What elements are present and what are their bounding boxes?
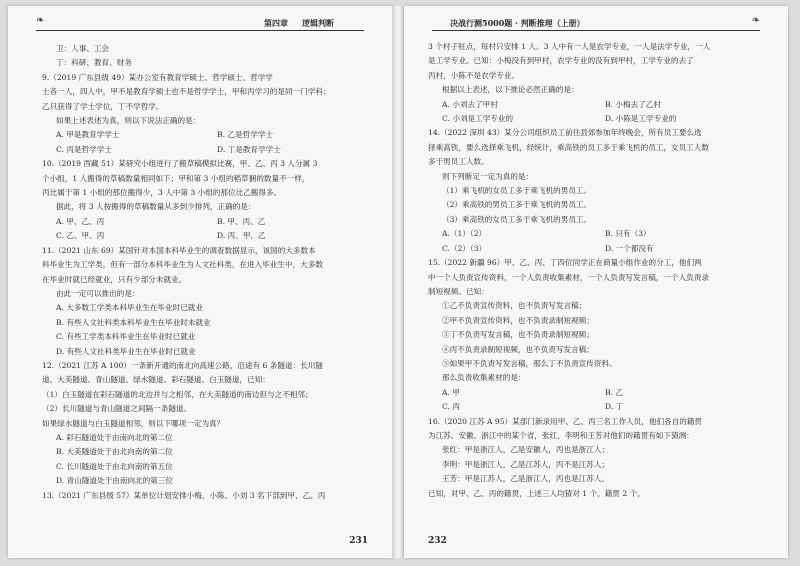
option-text: A. 甲、乙、丙	[56, 216, 105, 226]
option-text: D. 丙、甲、乙	[217, 231, 266, 241]
book-spine	[392, 6, 404, 558]
option-text: A. 小刘去了甲村	[442, 99, 498, 109]
text-line: 科毕业生为工学类，但有一部分本科毕业生为人文社科类，在进入毕业生中，大多数	[42, 260, 323, 270]
text-line: C. 有些工学类本科毕业生在毕业时已就业	[56, 332, 196, 342]
text-line: 道、大美隧道、青山隧道、绿水隧道、彩石隧道、白玉隧道，已知：	[42, 375, 270, 385]
option-row	[428, 227, 754, 241]
option-row	[428, 242, 754, 256]
text-line: 如果绿水隧道与白玉隧道相邻，则以下哪项一定为真？	[42, 418, 225, 428]
text-line: （2）长川隧道与青山隧道之间隔一条隧道。	[42, 404, 192, 414]
chapter-label: 第四章	[264, 18, 288, 28]
text-line: 丙村，小陈不是农学专业。	[428, 70, 520, 80]
option-text: D. 丁是教育学学士	[217, 144, 281, 154]
option-row	[42, 229, 364, 243]
option-text: B. 乙	[605, 387, 624, 397]
left-page	[8, 6, 392, 558]
page-number: 231	[349, 536, 368, 546]
text-line: D. 青山隧道处于由南向北的第三位	[56, 476, 173, 486]
option-text: A.（1）（2）	[442, 229, 487, 239]
option-text: B. 小梅去了乙村	[605, 99, 661, 109]
left-page-body	[42, 42, 364, 503]
text-line: 张红：甲是浙江人，乙是安徽人，丙也是浙江人；	[442, 445, 610, 455]
option-row	[42, 128, 364, 142]
text-line: 则下列断定一定为真的是：	[442, 171, 534, 181]
option-text: B. 乙是哲学学士	[217, 130, 273, 140]
option-text: D. 一个都没有	[605, 243, 654, 253]
text-line: 12.（2021 江苏 A 100）一条新开通的南北向高速公路，沿途有 6 条隧道：长川隧	[42, 360, 323, 370]
option-row	[42, 215, 364, 229]
left-page-header	[36, 15, 364, 31]
text-line: 9.（2019 广东县级 49）某办公室有教育学硕士、哲学硕士、哲学学	[42, 72, 273, 82]
text-line: A. 彩石隧道处于由南向北的第二位	[56, 432, 173, 442]
option-text: D. 小陈是工学专业的	[605, 114, 677, 124]
option-text: B. 甲、丙、乙	[217, 216, 266, 226]
text-line: B. 大美隧道处于由北向南的第二位	[56, 447, 173, 457]
option-text: C. 乙、甲、丙	[56, 231, 105, 241]
option-row	[428, 112, 754, 126]
ornament-icon: ❧	[36, 15, 45, 26]
book-title: 决战行测5000题 · 判断推理（上册）	[450, 18, 585, 28]
option-text: C. 丙	[442, 402, 460, 412]
text-line: 卫：人事、工会	[56, 44, 110, 53]
text-line: 11.（2021 山东 69）某国针对本国本科毕业生的调查数据显示，该国的大多数本	[42, 245, 316, 255]
option-text: C.（2）（3）	[442, 243, 487, 253]
option-row	[42, 143, 364, 157]
text-line: D. 有些人文社科类毕业生在毕业时已就业	[56, 346, 196, 356]
text-line: 那么负责收集素材的是：	[442, 373, 526, 383]
text-line: 14.（2022 深圳 43）某分公司组织员工前往县郊参加年终晚会，所有员工要么选	[428, 128, 702, 138]
text-line: 王芳：甲是江苏人，乙是浙江人，丙也是江苏人。	[442, 474, 610, 484]
text-line: ③丁不负责写发言稿，也不负责录制短视频；	[442, 330, 594, 340]
right-page-body	[428, 40, 754, 501]
option-text: C. 丙是哲学学士	[56, 144, 112, 154]
text-line: A. 大多数工学类本科毕业生在毕业时已就业	[56, 303, 203, 313]
text-line: 中一个人负责宣传资料，一个人负责收集素材，一个人负责写发言稿，一个人负责录	[428, 272, 709, 282]
text-line: ②甲不负责宣传资料，也不负责录制短视频；	[442, 315, 594, 325]
text-line: ⑤如果甲不负责写发言稿，那么丁不负责宣传资料。	[442, 358, 617, 368]
text-line: 已知，对甲、乙、丙的籍贯，上述三人均猜对 1 个。籍贯 2 个。	[428, 488, 645, 498]
text-line: C. 长川隧道处于由北向南的第五位	[56, 461, 173, 471]
right-page-header	[432, 15, 760, 31]
text-line: 根据以上表述，以下推论必然正确的是：	[442, 85, 579, 95]
option-row	[428, 400, 754, 414]
ornament-icon: ❧	[751, 15, 760, 26]
option-text: A. 甲	[442, 387, 460, 397]
text-line: 15.（2022 新疆 96）甲、乙、丙、丁四位同学正在商量小组作业的分工，他们两	[428, 258, 702, 268]
text-line: （2）乘高铁的男员工多于乘飞机的男员工。	[442, 200, 592, 210]
text-line: 由此一定可以推出的是：	[56, 288, 140, 298]
text-line: 如果上述表述为真，则以下说法正确的是：	[56, 116, 201, 126]
text-line: （1）乘飞机的女员工多于乘飞机的男员工。	[442, 186, 592, 196]
text-line: 13.（2021 广东县级 57）某单位计划安排小梅、小陈、小刘 3 名下部到甲、乙、丙	[42, 490, 326, 500]
text-line: 是工学专业。已知：小梅没有到甲村，农学专业的没有到甲村，工学专业的去了	[428, 56, 694, 66]
text-line: 多于男员工人数。	[428, 157, 489, 167]
option-text: C. 小刘是工学专业的	[442, 114, 514, 124]
text-line: B. 有些人文社科类本科毕业生在毕业时未就业	[56, 317, 211, 327]
text-line: 16.（2020 江苏 A 95）某部门新录用甲、乙、丙三名工作人员，他们各自的籍贯	[428, 416, 703, 426]
text-line: 为江苏、安徽、浙江中的某个省，张红、李明和王芳对他们的籍贯有如下猜测：	[428, 430, 694, 440]
right-page	[404, 6, 788, 558]
text-line: 丁：科研、教育、财务	[56, 58, 132, 68]
text-line: （1）白玉隧道在彩石隧道的北边并与之相邻，在大美隧道的南边但与之不相邻；	[42, 389, 313, 399]
option-row	[428, 386, 754, 400]
text-line: 10.（2019 西藏 51）某研究小组进行了搬草稿模拟比赛，甲、乙、丙 3 人分属 3	[42, 159, 318, 169]
option-text: D. 丁	[605, 402, 624, 412]
option-text: A. 甲是教育学学士	[56, 130, 120, 140]
text-line: ④丙不负责录制短视频，也不负责写发言稿；	[442, 344, 594, 354]
option-row	[428, 98, 754, 112]
text-line: 3 个村子驻点，每村只安排 1 人。3 人中有一人是农学专业，一人是法学专业，一人	[428, 42, 711, 51]
text-line: 李明：甲是浙江人，乙是江苏人，丙不是江苏人；	[442, 459, 610, 469]
text-line: 丙比属于第 1 小组的那位搬得少，3 人中第 3 小组的那位比乙搬得多。	[42, 188, 282, 198]
text-line: 士各一人，四人中，甲不是教育学硕士也不是哲学学士，甲和丙学习的是同一门学科；	[42, 87, 331, 97]
section-label: 逻辑判断	[302, 18, 334, 28]
option-text: B. 只有（3）	[605, 229, 651, 239]
text-line: 择乘高铁，要么选择乘飞机，经统计，乘高铁的员工多于乘飞机的员工，女员工人数	[428, 142, 709, 152]
text-line: 制短视频。已知：	[428, 286, 489, 296]
page-number: 232	[428, 536, 447, 546]
text-line: 乙只获得了学士学位，丁不学哲学。	[42, 101, 164, 111]
text-line: 在毕业时就已经就业，只有少部分未就业。	[42, 274, 187, 284]
text-line: （3）乘高铁的女员工多于乘飞机的男员工。	[442, 214, 592, 224]
text-line: 个小组，1 人搬得的草稿数量相同如下；甲和第 3 小组的稻草捆的数量不一样，	[42, 173, 310, 183]
text-line: ①乙不负责宣传资料，也不负责写发言稿；	[442, 301, 587, 311]
text-line: 据此，将 3 人按搬得的草稿数量从多到少排列，正确的是：	[56, 202, 256, 212]
